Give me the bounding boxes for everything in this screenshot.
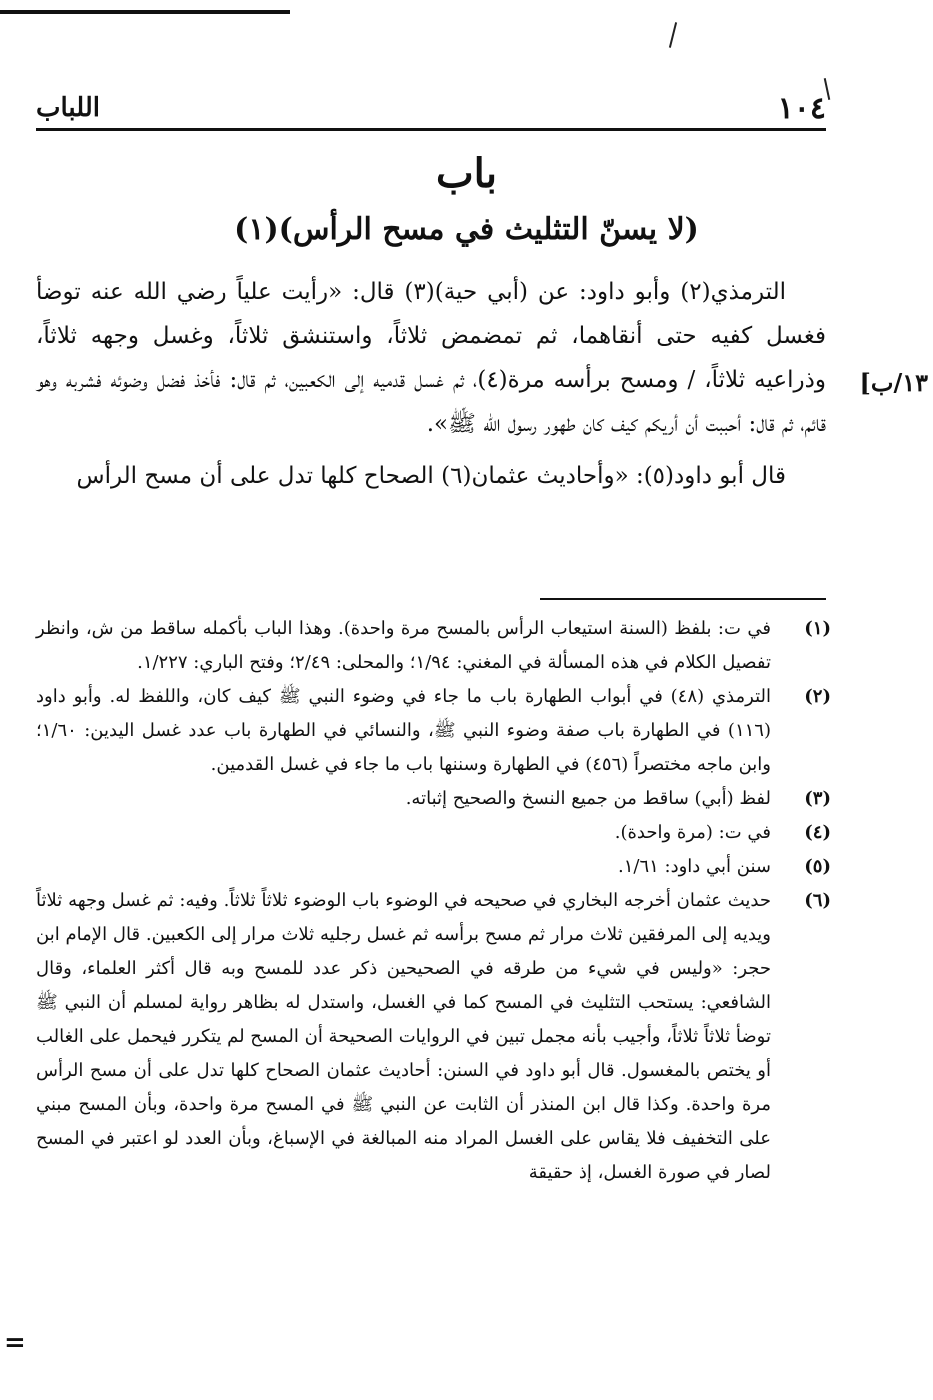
footnote-separator (540, 598, 826, 600)
footnote (36, 850, 831, 884)
footnote-text: لفظ (أبي) ساقط من جميع النسخ والصحيح إثباته. (405, 788, 771, 809)
footnote (36, 884, 831, 1190)
pen-stroke (669, 22, 677, 48)
footnote-text: في ت: (مرة واحدة). (614, 822, 771, 843)
footnote (36, 816, 831, 850)
body-paragraph: قال أبو داود(٥): «وأحاديث عثمان(٦) الصحاح كلها تدل على أن مسح الرأس (76, 463, 786, 489)
footnote-text: سنن أبي داود: ١/٦١. (618, 856, 771, 877)
footnote-number: (٢) (804, 686, 831, 707)
footnote-number: (٦) (804, 890, 831, 911)
page-header (36, 88, 826, 131)
footnote-text: في ت: بلفظ (السنة استيعاب الرأس بالمسح مرة واحدة). وهذا الباب بأكمله ساقط من ش، وانظر تفصيل الكلام في هذه المسألة في المغني: ١/٩٤؛ والمحلى: ٢/٤٩؛ وفتح الباري: ١/٢٢٧. (36, 618, 771, 673)
footnote-number: (٤) (804, 822, 831, 843)
footnote-text: حديث عثمان أخرجه البخاري في صحيحه في الوضوء باب الوضوء ثلاثاً ثلاثاً. وفيه: ثم غسل وجهه ثلاثاً ويديه إلى المرفقين ثلاث مرار ثم مسح برأسه ثم غسل رجليه ثلاث مرار إلى الكعبين. قال الإمام ابن حجر: «وليس في شيء من طرقه في الصحيحين ذكر عدد للمسح وبه قال أكثر العلماء، وقال الشافعي: يستحب التثليث في المسح كما في الغسل، واستدل له بظاهر رواية لمسلم أن النبي ﷺ توضأ ثلاثاً ثلاثاً، وأجيب بأنه مجمل تبين في الروايات الصحيحة أن المسح لم يتكرر فيحمل على الغالب أو يختص بالمغسول. قال أبو داود في السنن: أحاديث عثمان الصحاح كلها تدل على أن مسح الرأس مرة واحدة. وكذا قال ابن المنذر أن الثابت عن النبي ﷺ في المسح مرة واحدة، وبأن المسح مبني على التخفيف فلا يقاس على الغسل المراد منه المبالغة في الإسباغ، وبأن العدد لو اعتبر في المسح لصار في صورة الغسل، إذ حقيقة (36, 890, 771, 1183)
footnote (36, 680, 831, 782)
continuation-mark: = (4, 1328, 26, 1358)
manuscript-folio-note: ١٣/ب] (859, 368, 928, 397)
main-text (36, 270, 826, 498)
footnotes (36, 612, 831, 1190)
page-number: ١٠٤ (777, 90, 826, 126)
footnote-number: (١) (804, 618, 831, 639)
top-scan-rule (0, 10, 290, 14)
footnote (36, 612, 831, 680)
footnote-number: (٣) (804, 788, 831, 809)
chapter-subtitle: (لا يسنّ التثليث في مسح الرأس)(١) (234, 212, 699, 247)
body-paragraph: الترمذي(٢) وأبو داود: عن (أبي حية)(٣) قال: «رأيت علياً رضي الله عنه توضأ فغسل كفيه حتى أنقاهما، ثم تمضمض ثلاثاً، واستنشق ثلاثاً، وغسل وجهه ثلاثاً، وذراعيه ثلاثاً، / ومسح برأسه مرة(٤)، ثم غسل قدميه إلى الكعبين، ثم قال: فأخذ فضل وضوئه فشربه وهو قائم، ثم قال: أحببت أن أريكم كيف كان طهور رسول الله ﷺ». (36, 279, 826, 437)
chapter-title: باب (436, 150, 497, 197)
running-title: اللباب (36, 93, 100, 123)
footnote (36, 782, 831, 816)
footnote-number: (٥) (804, 856, 831, 877)
footnote-text: الترمذي (٤٨) في أبواب الطهارة باب ما جاء في وضوء النبي ﷺ كيف كان، واللفظ له. وأبو داود (١١٦) في الطهارة باب صفة وضوء النبي ﷺ، والنسائي في الطهارة باب عدد غسل اليدين: ١/٦٠؛ وابن ماجه مختصراً (٤٥٦) في الطهارة وسننها باب ما جاء في غسل القدمين. (36, 686, 771, 775)
